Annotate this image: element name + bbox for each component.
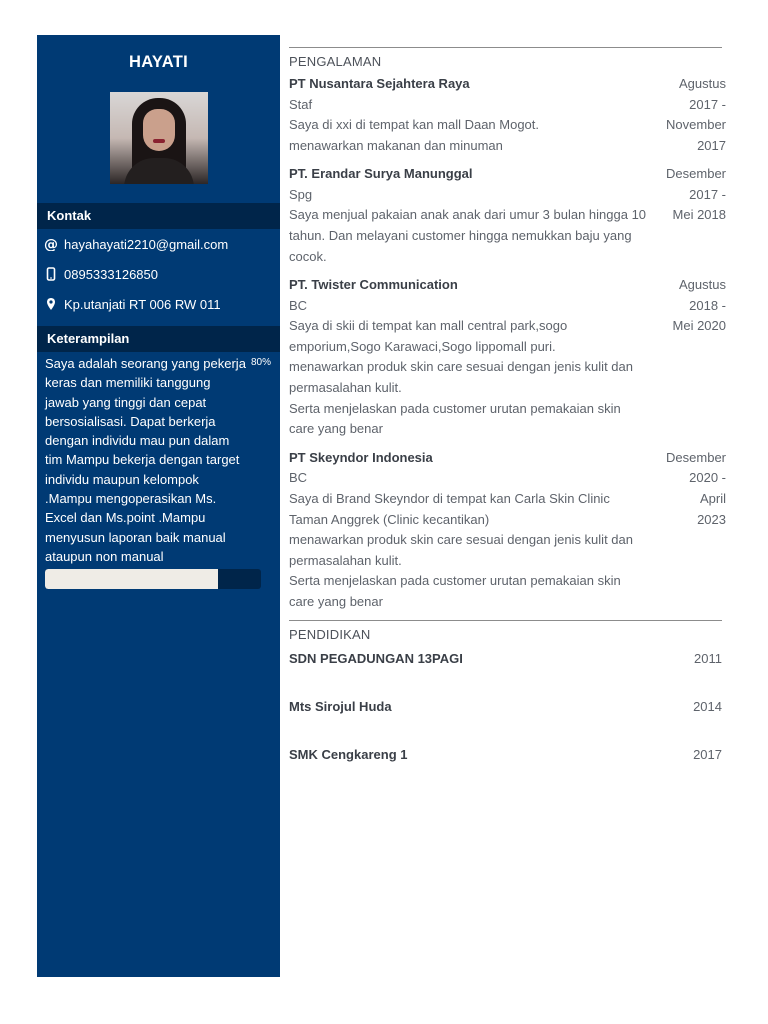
job-role: Staf <box>289 96 313 112</box>
school-year: 2017 <box>693 747 722 763</box>
contact-phone[interactable] <box>37 259 280 289</box>
email-text: hayahayati2210@gmail.com <box>64 236 229 252</box>
education-entry <box>289 743 726 791</box>
job-desc-line: care yang benar <box>289 421 383 437</box>
school-year: 2011 <box>694 651 722 667</box>
address-text: Kp.utanjati RT 006 RW 011 <box>64 296 221 312</box>
profile-name: HAYATI <box>129 53 188 71</box>
job-desc-line: Taman Anggrek (Clinic kecantikan) <box>289 511 490 527</box>
svg-text:@: @ <box>44 237 58 251</box>
job-company: PT. Erandar Surya Manunggal <box>289 166 473 182</box>
job-desc-line: Saya di xxi di tempat kan mall Daan Mogot. <box>289 117 540 133</box>
job-desc-line: emporium,Sogo Karawaci,Sogo lippomall puri. <box>289 338 556 354</box>
skill-level-bar <box>45 569 261 589</box>
job-date: Agustus 2017 - November 2017 <box>666 76 726 153</box>
job-company: PT Nusantara Sejahtera Raya <box>289 76 470 91</box>
contact-email[interactable] <box>37 229 280 259</box>
job-entry <box>289 275 726 440</box>
job-company: PT Skeyndor Indonesia <box>289 449 433 465</box>
school-name: SDN PEGADUNGAN 13PAGI <box>289 651 463 667</box>
school-year: 2014 <box>693 699 722 715</box>
job-entry <box>289 164 726 267</box>
job-date: Agustus 2018 - Mei 2020 <box>672 277 726 334</box>
job-desc-line: Saya di skii di tempat kan mall central park,sogo <box>289 318 568 334</box>
profile-photo <box>110 92 208 184</box>
school-name: Mts Sirojul Huda <box>289 699 392 715</box>
job-role: BC <box>289 297 308 313</box>
skills-heading: Keterampilan <box>37 326 280 352</box>
job-desc-line: Saya di Brand Skeyndor di tempat kan Carla Skin Clinic <box>289 490 610 506</box>
job-desc-line: Serta menjelaskan pada customer urutan pemakaian skin <box>289 573 621 589</box>
job-desc-line: permasalahan kulit. <box>289 380 402 396</box>
job-desc-line: menawarkan produk skin care sesuai dengan jenis kulit dan <box>289 359 633 375</box>
job-desc-line: menawarkan makanan dan minuman <box>289 137 503 153</box>
location-pin-icon <box>43 296 59 312</box>
job-desc-line: permasalahan kulit. <box>289 552 402 568</box>
job-desc-line: tahun. Dan melayani customer hingga nemukkan baju yang <box>289 227 632 243</box>
job-date: Desember 2017 - Mei 2018 <box>666 166 726 223</box>
job-desc-line: Saya menjual pakaian anak anak dari umur 3 bulan hingga 10 <box>289 207 647 223</box>
school-name: SMK Cengkareng 1 <box>289 747 408 763</box>
phone-text: 0895333126850 <box>64 266 158 282</box>
job-desc-line: Serta menjelaskan pada customer urutan pemakaian skin <box>289 400 621 416</box>
job-company: PT. Twister Communication <box>289 277 458 293</box>
job-role: BC <box>289 470 308 486</box>
experience-heading: PENGALAMAN <box>289 54 382 69</box>
phone-icon <box>43 266 59 282</box>
contact-address <box>37 289 280 319</box>
job-role: Spg <box>289 186 313 202</box>
job-desc-line: cocok. <box>289 248 327 264</box>
skill-level-label: 80% <box>251 357 272 368</box>
skill-level-fill <box>45 569 218 589</box>
at-sign-icon <box>43 236 59 252</box>
job-entry <box>289 74 726 156</box>
job-desc-line: care yang benar <box>289 593 383 609</box>
education-heading: PENDIDIKAN <box>289 627 371 643</box>
job-entry <box>289 448 726 613</box>
contact-heading: Kontak <box>37 203 280 229</box>
skill-description: Saya adalah seorang yang pekerja keras dan memiliki tanggung jawab yang tinggi dan cepat bersosialisasi. Dapat berkerja dengan individu mau pun dalam tim Mampu bekerja dengan target individu maupun kelompok .Mampu mengoperasikan Ms. Excel dan Ms.point .Mampu menyusun laporan baik manual ataupun non manual <box>45 356 246 564</box>
education-entry <box>289 647 726 695</box>
sidebar <box>37 35 280 977</box>
main-content <box>289 47 726 791</box>
job-date: Desember 2020 - April 2023 <box>666 449 726 527</box>
skill-block <box>37 352 280 589</box>
job-desc-line: menawarkan produk skin care sesuai dengan jenis kulit dan <box>289 532 633 548</box>
education-entry <box>289 695 726 743</box>
